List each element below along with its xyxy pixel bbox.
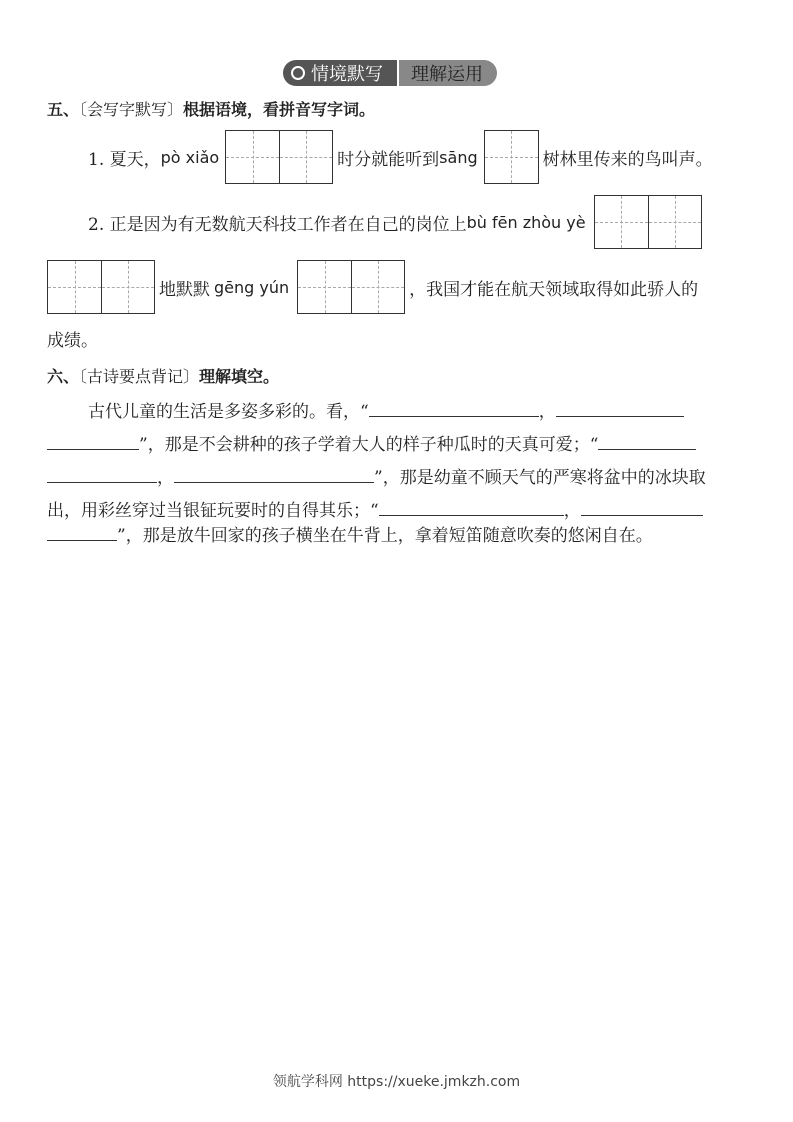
answer-blank[interactable] (47, 466, 157, 483)
medal-icon (291, 66, 305, 80)
banner-left: 情境默写 (311, 64, 383, 85)
answer-grid[interactable] (297, 260, 405, 314)
answer-blank[interactable] (174, 466, 374, 483)
question-1: 1. 夏天， pò xiǎo 时分就能听到 sāng 树林里传来的鸟叫声。 (88, 130, 713, 184)
section-banner (283, 60, 497, 86)
answer-blank[interactable] (598, 433, 696, 450)
section-5-heading: 五、〔会写字默写〕根据语境，看拼音写字词。 (47, 100, 376, 119)
answer-grid[interactable] (594, 195, 702, 249)
answer-blank[interactable] (581, 499, 703, 516)
worksheet-page: 情境默写 理解运用 五、〔会写字默写〕根据语境，看拼音写字词。 1. 夏天， pò xiǎo 时分就能听到 sāng 树林里传来的鸟叫声。 2. 正是因为有无数航天科技工作者在自己的岗位上 bù fēn zhòu yè 地默默 gēng yún ，我国才能在航天领域取得如此骄人的 成绩。 六、〔古诗要点背记〕理解填空。 古代儿童的生活是多姿多彩的。看，“ ， ”，那是不会耕种的孩子学着大人的样子种瓜时的天真可爱；“ ， ”，那是幼童不顾天气的严寒将盆中的冰块取 出，用彩丝穿过当银钲玩要时的自得其乐；“ ， ”，那是放牛回家的孩子横坐在牛背上，拿着短笛随意吹奏的悠闲自在。 领航学科网 https://xueke.jmkzh.com (0, 0, 793, 1122)
answer-grid[interactable] (484, 130, 539, 184)
question-2: 2. 正是因为有无数航天科技工作者在自己的岗位上 bù fēn zhòu yè (88, 195, 706, 249)
answer-blank[interactable] (47, 524, 117, 541)
answer-blank[interactable] (369, 400, 539, 417)
answer-blank[interactable] (47, 433, 139, 450)
answer-grid[interactable] (47, 260, 155, 314)
answer-blank[interactable] (379, 499, 564, 516)
answer-blank[interactable] (556, 400, 684, 417)
section-6-heading: 六、〔古诗要点背记〕理解填空。 (47, 367, 280, 386)
banner-right: 理解运用 (397, 60, 497, 86)
question-2-cont: 地默默 gēng yún ，我国才能在航天领域取得如此骄人的 (43, 260, 698, 314)
answer-grid[interactable] (225, 130, 333, 184)
footer-watermark: 领航学科网 https://xueke.jmkzh.com (272, 1074, 521, 1090)
